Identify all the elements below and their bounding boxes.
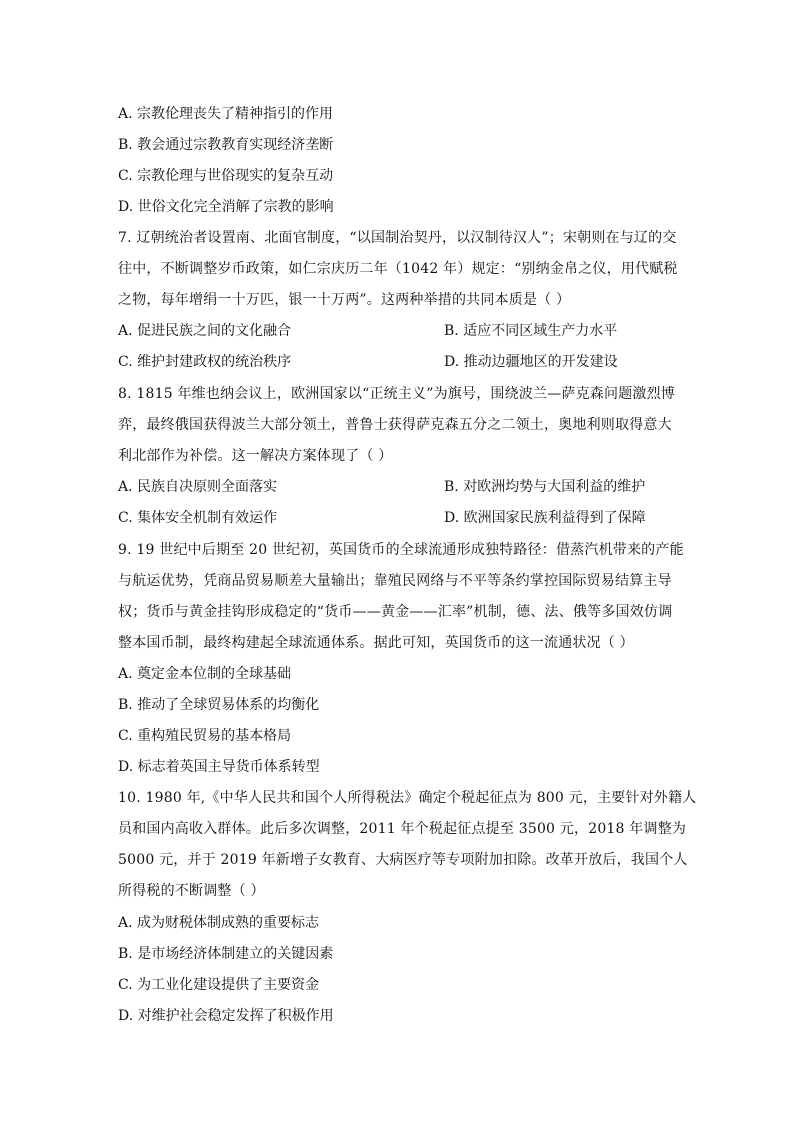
q6-option-c: C. 宗教伦理与世俗现实的复杂互动 [118,168,334,184]
q7-option-b: B. 适应不同区域生产力水平 [444,323,618,339]
q10-option-b: B. 是市场经济体制建立的关键因素 [118,946,334,962]
q10-stem-line-4: 所得税的不断调整（ ） [118,883,265,899]
q10-option-a: A. 成为财税体制成熟的重要标志 [118,915,320,931]
q10-stem-line-2: 员和国内高收入群体。此后多次调整，2011 年个税起征点提至 3500 元，2018 年调整为 [118,821,687,837]
q8-option-d: D. 欧洲国家民族利益得到了保障 [444,510,646,526]
q9-option-b: B. 推动了全球贸易体系的均衡化 [118,697,320,713]
q9-option-c: C. 重构殖民贸易的基本格局 [118,728,292,744]
q8-option-a: A. 民族自决原则全面落实 [118,479,278,495]
q10-option-d: D. 对维护社会稳定发挥了积极作用 [118,1008,334,1024]
q8-option-b: B. 对欧洲均势与大国利益的维护 [444,479,646,495]
q10-option-c: C. 为工业化建设提供了主要资金 [118,977,320,993]
q7-option-c: C. 维护封建政权的统治秩序 [118,354,292,370]
q7-stem-line-3: 之物，每年增绢一十万匹，银一十万两”。这两种举措的共同本质是（ ） [118,292,571,308]
q7-option-a: A. 促进民族之间的文化融合 [118,323,292,339]
q6-option-a: A. 宗教伦理丧失了精神指引的作用 [118,106,334,122]
q8-option-c: C. 集体安全机制有效运作 [118,510,278,526]
q7-stem-line-2: 往中，不断调整岁币政策，如仁宗庆历二年（1042 年）规定：“别纳金帛之仪，用代赋税 [118,261,678,277]
q10-stem-line-1: 10. 1980 年,《中华人民共和国个人所得税法》确定个税起征点为 800 元，主要针对外籍人 [118,790,697,806]
q6-option-b: B. 教会通过宗教教育实现经济垄断 [118,137,334,153]
q9-stem-line-1: 9. 19 世纪中后期至 20 世纪初，英国货币的全球流通形成独特路径：借蒸汽机带来的产能 [118,542,684,558]
q9-stem-line-3: 权；货币与黄金挂钩形成稳定的“货币——黄金——汇率”机制，德、法、俄等多国效仿调 [118,604,673,620]
q9-option-d: D. 标志着英国主导货币体系转型 [118,759,320,775]
q8-stem-line-3: 利北部作为补偿。这一解决方案体现了（ ） [118,448,393,464]
q8-stem-line-1: 8. 1815 年维也纳会议上，欧洲国家以“正统主义”为旗号，围绕波兰—萨克森问题激烈博 [118,386,675,402]
q9-stem-line-4: 整本国币制，最终构建起全球流通体系。据此可知，英国货币的这一流通状况（ ） [118,635,634,651]
q7-option-d: D. 推动边疆地区的开发建设 [444,354,618,370]
q9-stem-line-2: 与航运优势，凭商品贸易顺差大量输出；靠殖民网络与不平等条约掌控国际贸易结算主导 [118,573,672,589]
q9-option-a: A. 奠定金本位制的全球基础 [118,666,292,682]
q7-stem-line-1: 7. 辽朝统治者设置南、北面官制度，“以国制治契丹，以汉制待汉人”；宋朝则在与辽的交 [118,230,677,246]
q8-stem-line-2: 弈，最终俄国获得波兰大部分领土，普鲁士获得萨克森五分之二领土，奥地利则取得意大 [118,417,672,433]
q6-option-d: D. 世俗文化完全消解了宗教的影响 [118,199,334,215]
q10-stem-line-3: 5000 元，并于 2019 年新增子女教育、大病医疗等专项附加扣除。改革开放后，我国个人 [118,852,688,868]
